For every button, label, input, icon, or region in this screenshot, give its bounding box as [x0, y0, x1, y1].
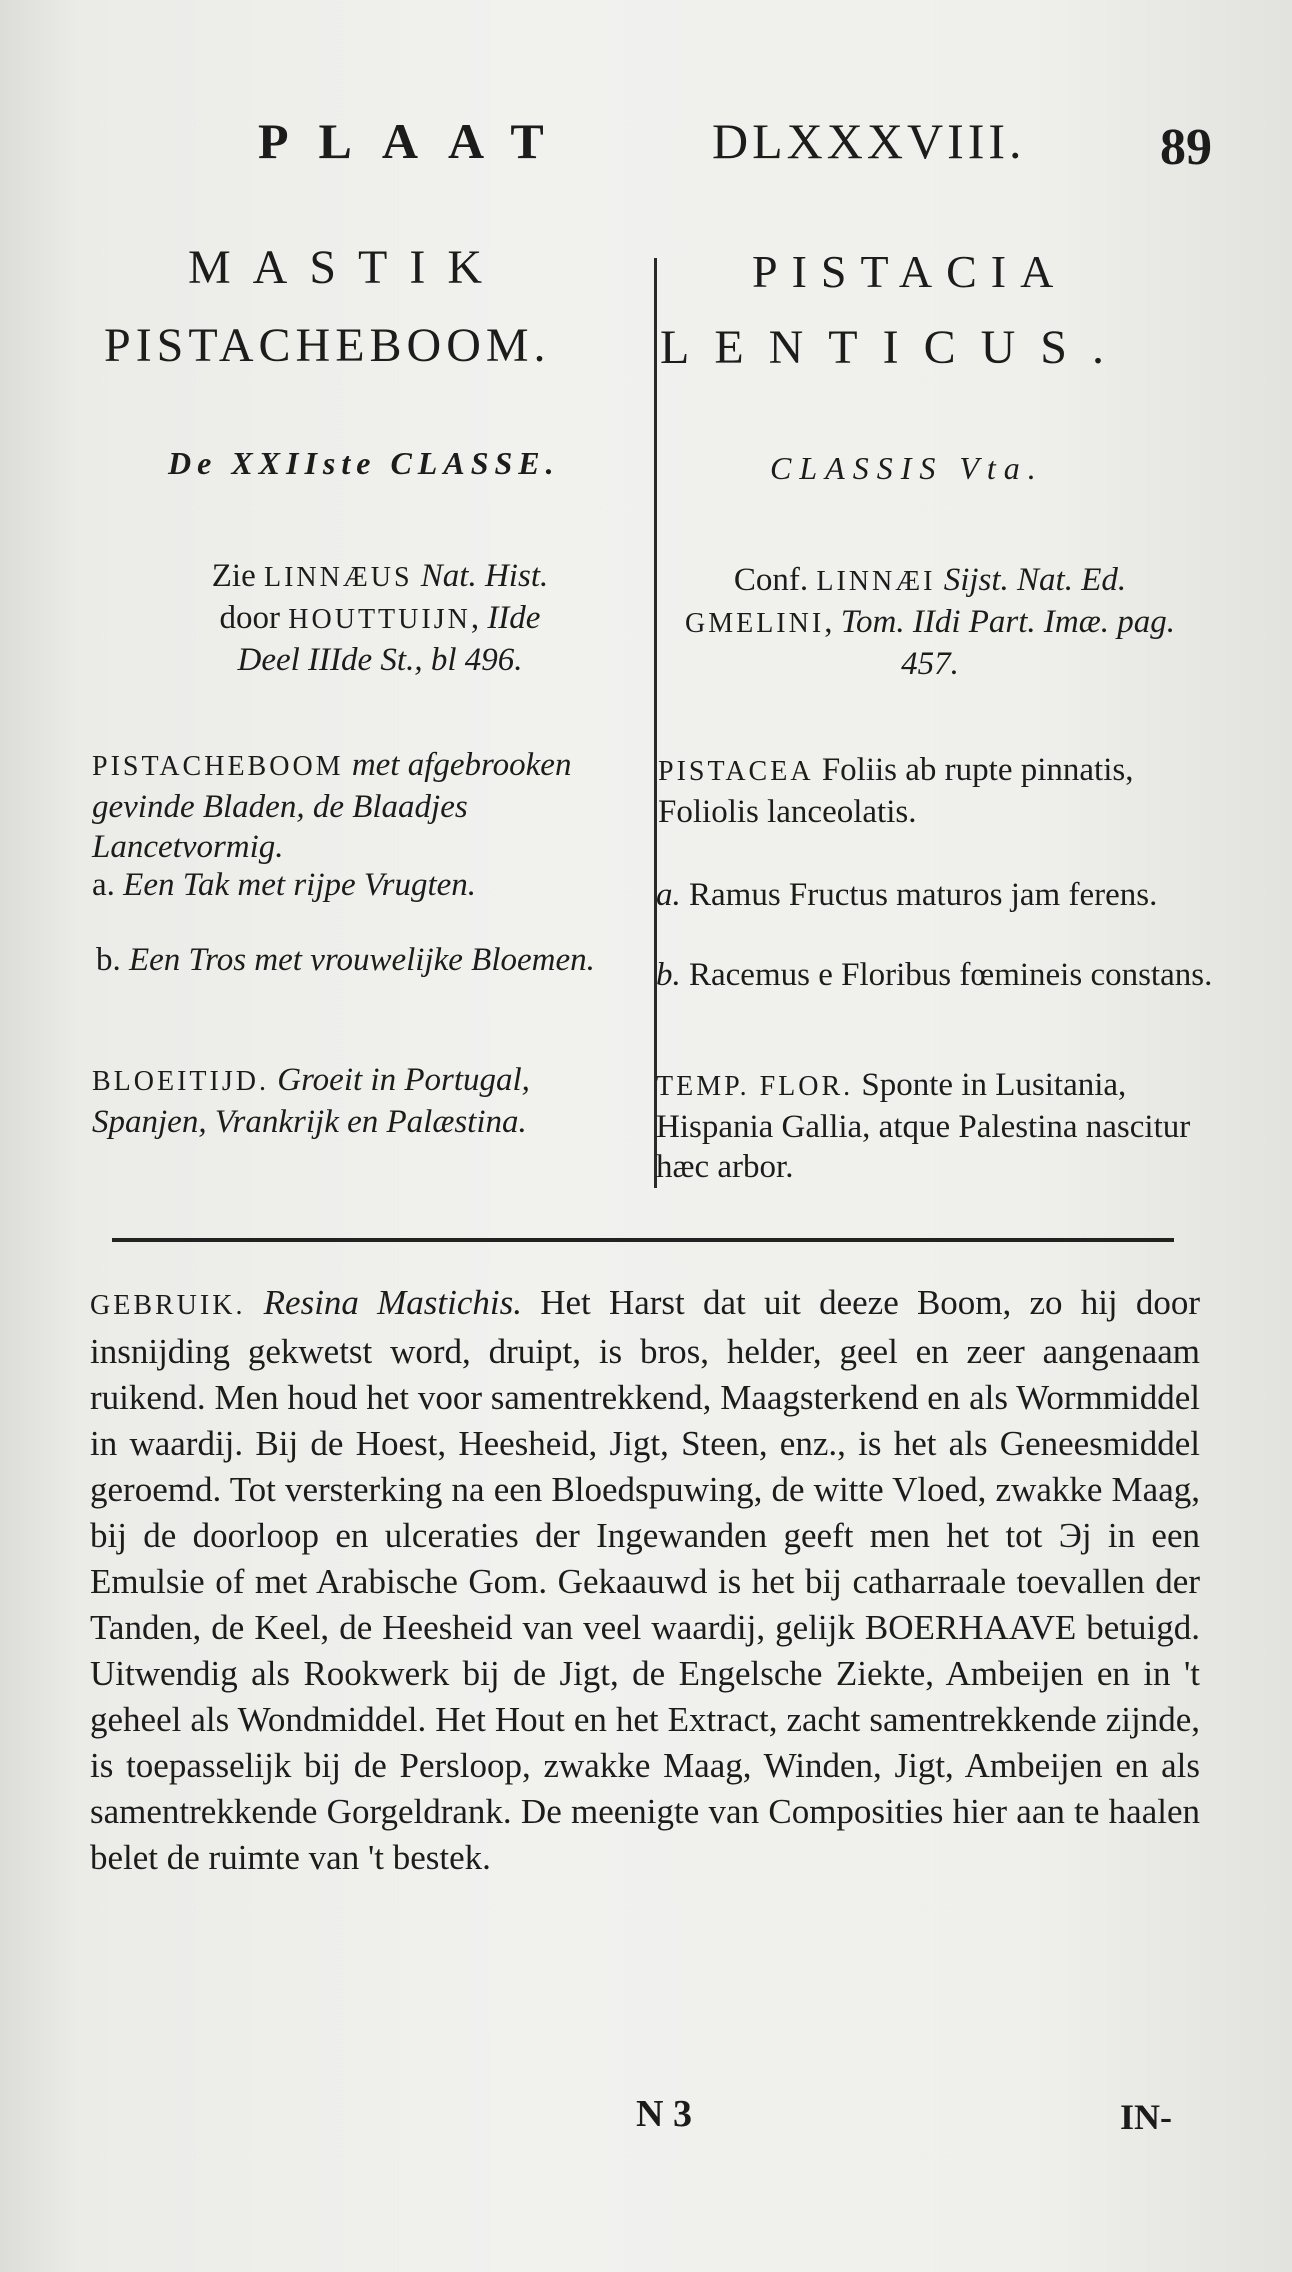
- dutch-title-line2: PISTACHEBOOM.: [104, 319, 551, 372]
- dutch-class-label: De XXIIste CLASSE.: [168, 445, 560, 481]
- usage-label: GEBRUIK.: [90, 1290, 246, 1321]
- dutch-description: [92, 745, 642, 867]
- ref-work: Sijst. Nat. Ed.: [943, 562, 1127, 598]
- usage-resina: Resina Mastichis.: [263, 1283, 522, 1322]
- dutch-item-a: [92, 865, 642, 905]
- catchword: IN-: [1120, 2097, 1172, 2137]
- flowering-label: BLOEITIJD.: [92, 1066, 269, 1097]
- page-number: 89: [1160, 119, 1212, 176]
- horizontal-rule: [112, 1238, 1174, 1242]
- column-divider: [654, 258, 657, 1188]
- latin-title-line1: PISTACIA: [752, 246, 1068, 297]
- latin-reference: Conf. LINNÆI Sijst. Nat. Ed. GMELINI, Tom. IIdi Part. Imæ. pag. 457.: [684, 562, 1175, 682]
- description-text: Foliis ab rupte pinnatis, Foliolis lanceolatis.: [658, 752, 1134, 830]
- item-label: b.: [656, 957, 681, 993]
- dutch-flowering: [92, 1060, 642, 1142]
- ref-part: IIde: [487, 600, 541, 636]
- item-text: Een Tros met vrouwelijke Bloemen.: [129, 942, 595, 978]
- ref-translator: HOUTTUIJN: [288, 604, 471, 635]
- latin-flowering: [656, 1065, 1226, 1187]
- item-text: Ramus Fructus maturos jam ferens.: [689, 877, 1158, 913]
- ref-by: door: [219, 600, 281, 636]
- plate-number: DLXXXVIII.: [712, 113, 1026, 169]
- ref-prefix: Zie: [211, 558, 256, 594]
- species-name: PISTACEA: [658, 756, 814, 787]
- item-label: a.: [92, 867, 115, 903]
- ref-editor: GMELINI: [684, 608, 825, 639]
- ref-rest: Tom. IIdi Part. Imæ. pag. 457.: [840, 604, 1175, 682]
- signature-mark: N 3: [636, 2093, 692, 2135]
- flowering-label: TEMP. FLOR.: [656, 1071, 854, 1102]
- ref-prefix: Conf.: [733, 562, 809, 598]
- flowering-text: Sponte in Lusitania, Hispania Gallia, atque Palestina nascitur hæc arbor.: [656, 1067, 1191, 1185]
- usage-text: Het Harst dat uit deeze Boom, zo hij door insnijding gekwetst word, druipt, is bros, helder, geel en zeer aangenaam ruikend. Men houd het voor samentrekkend, Maagsterkend en als Wormmiddel in waardij. Bij de Hoest, Heesheid, Jigt, Steen, enz., is het als Geneesmiddel geroemd. Tot versterking na een Bloedspuwing, de witte Vloed, zwakke Maag, bij de doorloop en ulceraties der Ingewanden geeft men het tot Эj in een Emulsie of met Arabische Gom. Gekaauwd is het bij catharraale toevallen der Tanden, de Keel, de Heesheid van veel waardij, gelijk BOERHAAVE betuigd. Uitwendig als Rookwerk bij de Jigt, de Engelsche Ziekte, Ambeijen en in 't geheel als Wondmiddel. Het Hout en het Extract, zacht samentrekkende zijnde, is toepasselijk bij de Persloop, zwakke Maag, Winden, Jigt, Ambeijen en als samentrekkende Gorgeldrank. De meenigte van Composities hier aan te haalen belet de ruimte van 't bestek.: [90, 1283, 1201, 1877]
- description-text: met afgebrooken gevinde Bladen, de Blaadjes Lancetvormig.: [92, 747, 572, 865]
- ref-work: Nat. Hist.: [420, 558, 549, 594]
- usage-paragraph: [90, 1280, 1200, 1881]
- latin-item-b: [656, 955, 1216, 995]
- item-label: a.: [656, 877, 681, 913]
- item-label: b.: [96, 942, 121, 978]
- species-name: PISTACHEBOOM: [92, 751, 344, 782]
- ref-author: LINNÆUS: [263, 562, 413, 593]
- flowering-text: Groeit in Portugal, Spanjen, Vrankrijk en Palæstina.: [92, 1062, 530, 1140]
- dutch-title-line1: MASTIK: [188, 241, 505, 294]
- item-text: Racemus e Floribus fœmineis constans.: [689, 957, 1213, 993]
- ref-author: LINNÆI: [816, 566, 936, 597]
- latin-class-label: CLASSIS Vta.: [770, 450, 1044, 486]
- latin-description: [658, 750, 1218, 832]
- plate-label: PLAAT: [258, 113, 574, 169]
- latin-title-line2: LENTICUS.: [660, 321, 1129, 374]
- dutch-item-b: [96, 940, 636, 980]
- ref-rest: Deel IIIde St., bl 496.: [237, 642, 523, 678]
- item-text: Een Tak met rijpe Vrugten.: [123, 867, 477, 903]
- latin-item-a: [656, 875, 1216, 915]
- dutch-reference: Zie LINNÆUS Nat. Hist. door HOUTTUIJN, IIde Deel IIIde St., bl 496.: [211, 558, 549, 678]
